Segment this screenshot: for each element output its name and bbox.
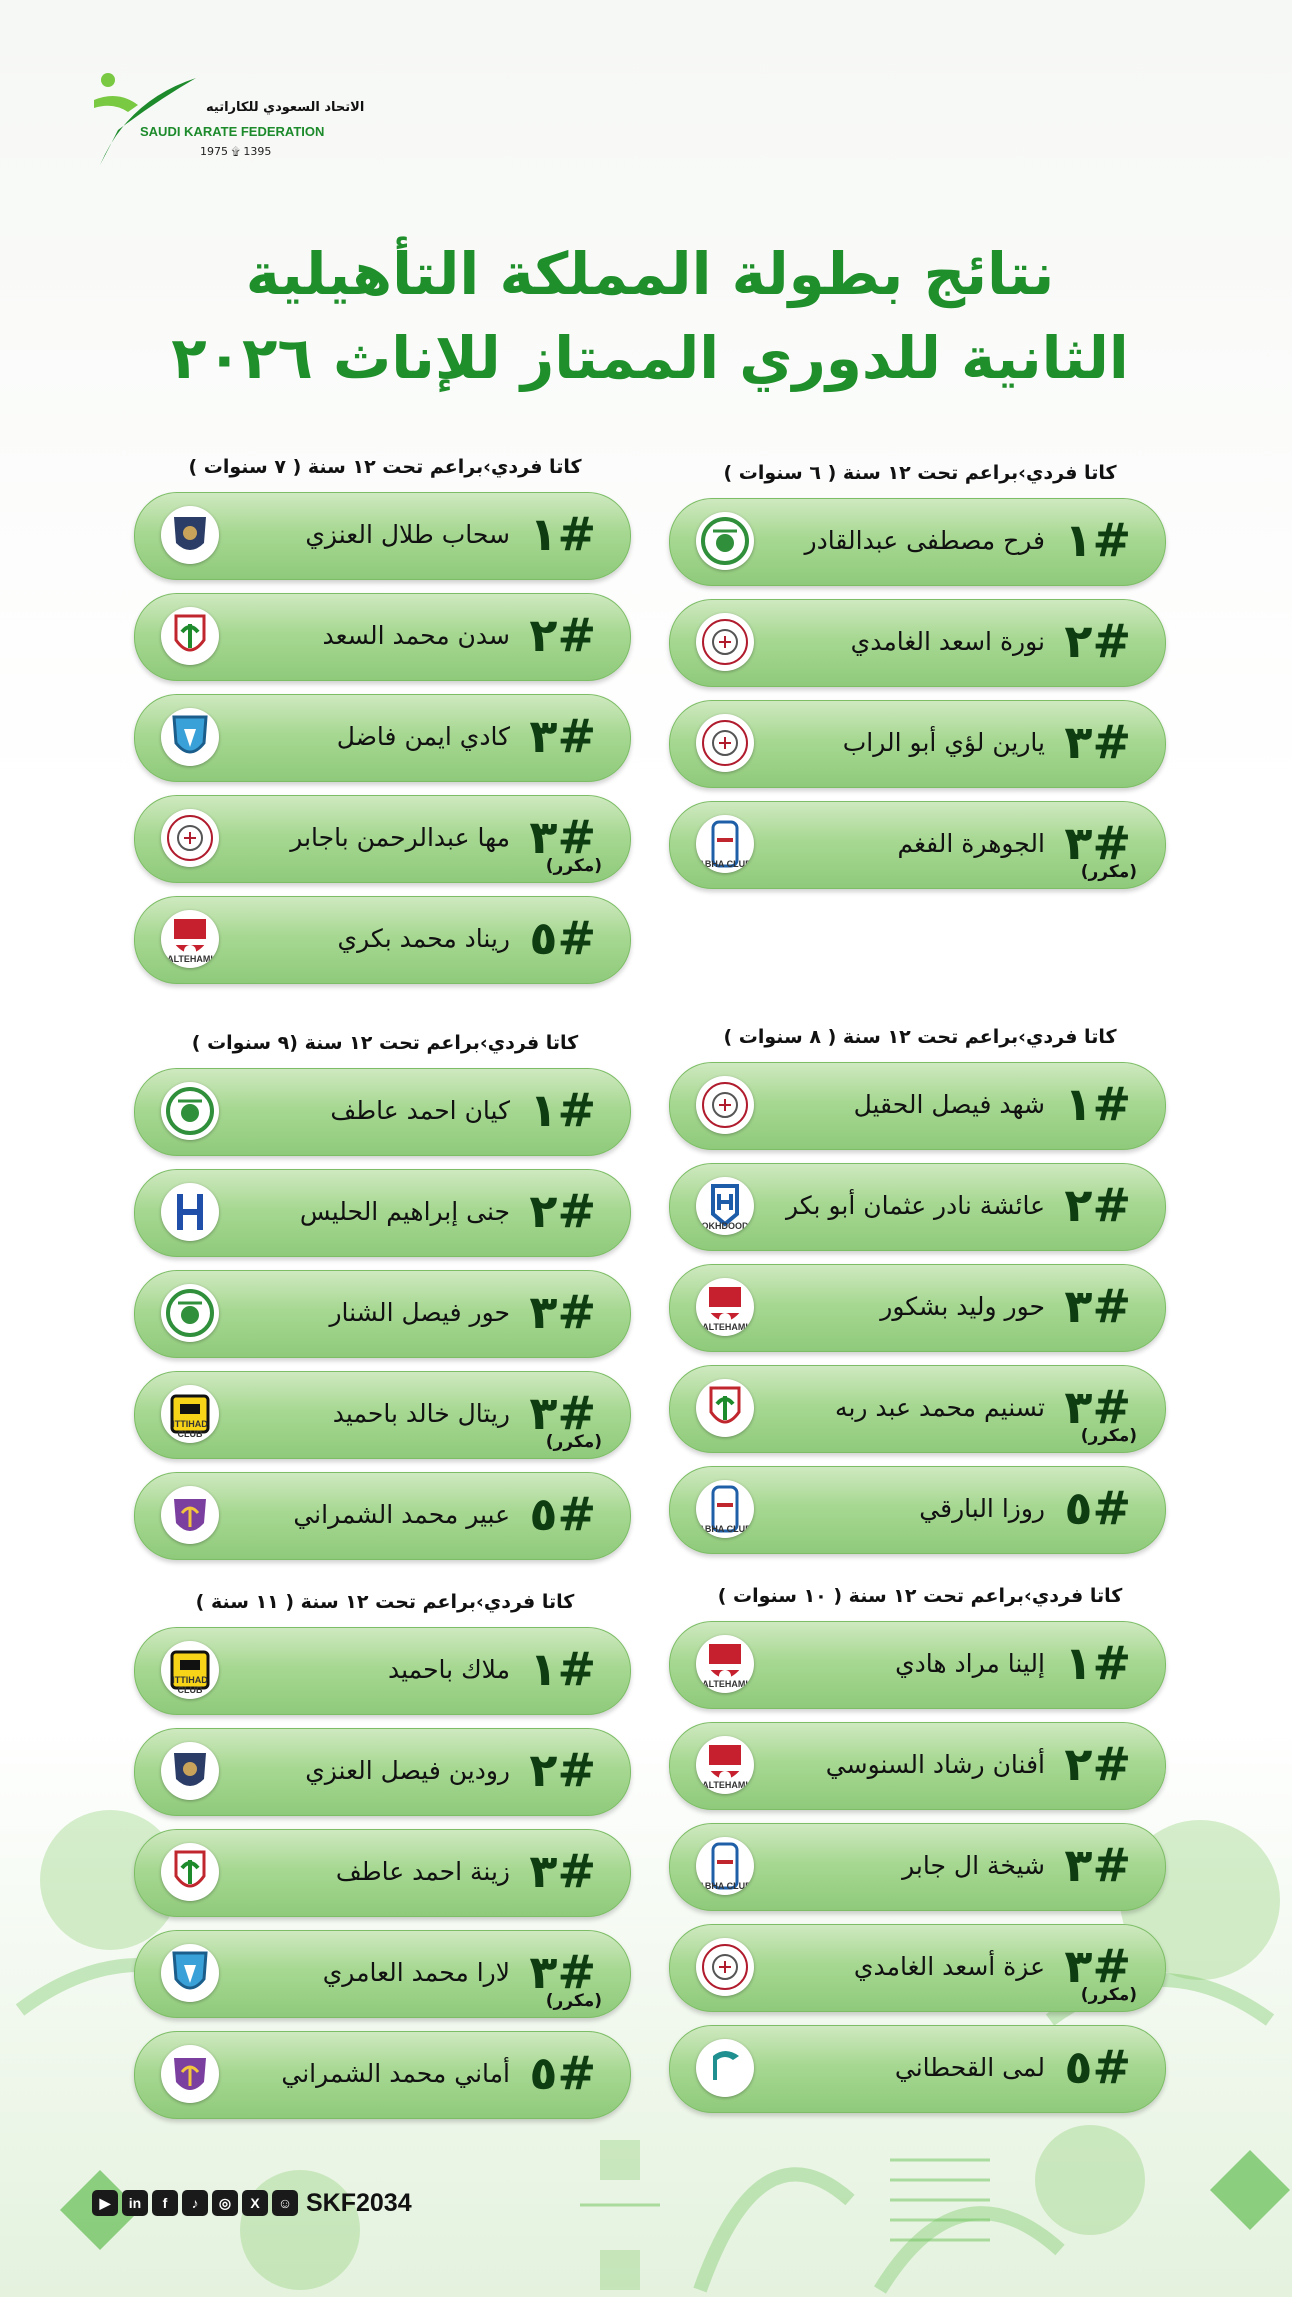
athlete-name: حور وليد بشكور	[880, 1292, 1045, 1321]
instagram-icon[interactable]: ◎	[212, 2190, 238, 2216]
athlete-name: يارين لؤي أبو الراب	[842, 728, 1045, 757]
repeat-label: (مكرر)	[545, 856, 602, 876]
result-entry	[669, 700, 1166, 788]
shabab-icon	[696, 1076, 754, 1134]
result-entry	[134, 1728, 631, 1816]
results-section	[665, 1581, 1175, 2094]
ittihad-icon	[161, 1641, 219, 1699]
result-entry	[134, 1627, 631, 1715]
results-section	[665, 1022, 1175, 1535]
athlete-name: شهد فيصل الحقيل	[853, 1090, 1045, 1119]
rank-label: #٢	[1064, 614, 1131, 668]
youtube-icon[interactable]: ▶	[92, 2190, 118, 2216]
result-entry	[669, 599, 1166, 687]
result-entry	[134, 1169, 631, 1257]
x-icon[interactable]: X	[242, 2190, 268, 2216]
athlete-name: عزة أسعد الغامدي	[853, 1952, 1045, 1981]
athlete-name: فرح مصطفى عبدالقادر	[804, 526, 1045, 555]
rank-label: #١	[529, 1642, 596, 1696]
athlete-name: روزا البارقي	[919, 1494, 1045, 1523]
result-entry	[669, 2025, 1166, 2113]
result-entry	[669, 498, 1166, 586]
result-entry	[134, 2031, 631, 2119]
club-badge-text: ALTEHAMI	[702, 1780, 748, 1790]
repeat-label: (مكرر)	[545, 1991, 602, 2011]
athlete-name: جنى إبراهيم الحليس	[299, 1197, 510, 1226]
result-entry	[134, 694, 631, 782]
result-entry	[669, 1365, 1166, 1453]
hilal-icon	[161, 1183, 219, 1241]
result-entry	[134, 1371, 631, 1459]
federation-name-ar: الاتحاد السعودي للكاراتيه	[206, 100, 365, 115]
club-badge-text: ABHA CLUB	[698, 1881, 752, 1891]
rank-label: #٣	[1064, 715, 1131, 769]
result-entry	[669, 801, 1166, 889]
rank-label: #٣	[529, 1844, 596, 1898]
athlete-name: شيخة ال جابر	[902, 1851, 1045, 1880]
rank-label: #٢	[529, 608, 596, 662]
title-line-1: نتائج بطولة المملكة التأهيلية	[245, 240, 1055, 308]
ettifaq-green-icon	[161, 1843, 219, 1901]
rank-label: #٣	[529, 1945, 596, 1999]
athlete-name: مها عبدالرحمن باجابر	[290, 823, 510, 852]
rank-label: #١	[1064, 1636, 1131, 1690]
rank-label: #٥	[529, 1487, 596, 1541]
rank-label: #٢	[1064, 1178, 1131, 1232]
athlete-name: كيان احمد عاطف	[330, 1096, 510, 1125]
rank-label: #٣	[1064, 1279, 1131, 1333]
blue-shield-icon	[161, 708, 219, 766]
athlete-name: حور فيصل الشنار	[329, 1298, 510, 1327]
club-badge-text: ALTEHAMI	[702, 1322, 748, 1332]
circle-green-icon	[161, 1082, 219, 1140]
rank-label: #٥	[1064, 1481, 1131, 1535]
club-badge-text: ABHA CLUB	[698, 859, 752, 869]
rank-label: #٥	[1064, 2040, 1131, 2094]
rank-label: #٢	[529, 1743, 596, 1797]
circle-green-icon	[161, 1284, 219, 1342]
athlete-name: ريتال خالد باحميد	[332, 1399, 510, 1428]
athlete-name: زينة احمد عاطف	[335, 1857, 510, 1886]
altehami-icon	[161, 910, 219, 968]
athlete-name: نورة اسعد الغامدي	[850, 627, 1045, 656]
section-heading: كاتا فردي›براعم تحت ١٢ سنة ( ٨ سنوات )	[723, 1026, 1117, 1048]
repeat-label: (مكرر)	[545, 1432, 602, 1452]
ula-icon	[161, 1742, 219, 1800]
result-entry	[669, 1062, 1166, 1150]
club-badge-text: ABHA CLUB	[698, 1524, 752, 1534]
title-line-2: الثانية للدوري الممتاز للإناث ٢٠٢٦	[171, 324, 1129, 392]
athlete-name: تسنيم محمد عبد ربه	[835, 1393, 1045, 1422]
athlete-name: كادي ايمن فاضل	[336, 722, 510, 751]
athlete-name: رودين فيصل العنزي	[305, 1756, 510, 1785]
shabab-icon	[696, 714, 754, 772]
repeat-label: (مكرر)	[1080, 1426, 1137, 1446]
section-heading: كاتا فردي›براعم تحت ١٢ سنة (٩ سنوات )	[191, 1032, 579, 1054]
result-entry	[669, 1621, 1166, 1709]
rank-label: #٣	[529, 709, 596, 763]
result-entry	[134, 1270, 631, 1358]
athlete-name: عبير محمد الشمراني	[293, 1500, 510, 1529]
result-entry	[134, 1472, 631, 1560]
athlete-name: عائشة نادر عثمان أبو بكر	[785, 1191, 1045, 1220]
athlete-name: أماني محمد الشمراني	[281, 2059, 510, 2088]
rank-label: #٣	[1064, 1380, 1131, 1434]
result-entry	[669, 1466, 1166, 1554]
abha-icon	[696, 1837, 754, 1895]
federation-name-en: SAUDI KARATE FEDERATION	[140, 124, 325, 139]
ittihad-icon	[161, 1385, 219, 1443]
results-section	[665, 458, 1175, 882]
altehami-icon	[696, 1278, 754, 1336]
repeat-label: (مكرر)	[1080, 1985, 1137, 2005]
club-badge-text: ITTIHAD CLUB	[172, 1675, 208, 1695]
results-section	[130, 1587, 640, 2100]
tiktok-icon[interactable]: ♪	[182, 2190, 208, 2216]
altehami-icon	[696, 1635, 754, 1693]
shabab-icon	[161, 809, 219, 867]
palm-club-icon	[161, 1486, 219, 1544]
fayha-icon	[696, 2039, 754, 2097]
shabab-icon	[696, 1938, 754, 1996]
page-title	[120, 232, 1180, 400]
facebook-icon[interactable]: f	[152, 2190, 178, 2216]
rank-label: #٣	[529, 1285, 596, 1339]
section-heading: كاتا فردي›براعم تحت ١٢ سنة ( ٧ سنوات )	[188, 456, 582, 478]
rank-label: #٣	[1064, 1838, 1131, 1892]
rank-label: #٥	[529, 911, 596, 965]
results-section	[130, 1028, 640, 1541]
federation-years: 1975 ۩ 1395	[200, 145, 272, 158]
rank-label: #٣	[529, 1386, 596, 1440]
athlete-name: سحاب طلال العنزي	[305, 520, 510, 549]
club-badge-text: ALTEHAMI	[167, 954, 213, 964]
result-entry	[669, 1722, 1166, 1810]
federation-logo	[88, 70, 365, 180]
section-heading: كاتا فردي›براعم تحت ١٢ سنة ( ٦ سنوات )	[723, 462, 1117, 484]
rank-label: #٢	[529, 1184, 596, 1238]
circle-green-icon	[696, 512, 754, 570]
abha-icon	[696, 815, 754, 873]
snapchat-icon[interactable]: ☺	[272, 2190, 298, 2216]
social-bar	[92, 2188, 412, 2218]
abha-icon	[696, 1480, 754, 1538]
club-badge-text: ALTEHAMI	[702, 1679, 748, 1689]
blue-shield-icon	[161, 1944, 219, 2002]
athlete-name: أفنان رشاد السنوسي	[825, 1750, 1045, 1779]
ettifaq-green-icon	[161, 607, 219, 665]
social-handle: SKF2034	[306, 2188, 412, 2217]
rank-label: #٣	[529, 810, 596, 864]
rank-label: #١	[1064, 513, 1131, 567]
section-heading: كاتا فردي›براعم تحت ١٢ سنة ( ١١ سنة )	[195, 1591, 575, 1613]
shabab-icon	[696, 613, 754, 671]
okhdood-icon	[696, 1177, 754, 1235]
palm-club-icon	[161, 2045, 219, 2103]
result-entry	[134, 1930, 631, 2018]
result-entry	[669, 1163, 1166, 1251]
athlete-name: ملاك باحميد	[387, 1655, 510, 1684]
athlete-name: ريناد محمد بكري	[337, 924, 510, 953]
club-badge-text: ITTIHAD CLUB	[172, 1419, 208, 1439]
result-entry	[669, 1264, 1166, 1352]
rank-label: #٢	[1064, 1737, 1131, 1791]
rank-label: #١	[1064, 1077, 1131, 1131]
result-entry	[669, 1823, 1166, 1911]
rank-label: #١	[529, 1083, 596, 1137]
repeat-label: (مكرر)	[1080, 862, 1137, 882]
athlete-name: لمى القحطاني	[894, 2053, 1045, 2082]
athlete-name: لارا محمد العامري	[322, 1958, 510, 1987]
result-entry	[134, 492, 631, 580]
rank-label: #٥	[529, 2046, 596, 2100]
linkedin-icon[interactable]: in	[122, 2190, 148, 2216]
result-entry	[134, 795, 631, 883]
results-section	[130, 452, 640, 965]
rank-label: #٣	[1064, 1939, 1131, 1993]
result-entry	[134, 896, 631, 984]
ettifaq-green-icon	[696, 1379, 754, 1437]
result-entry	[134, 1068, 631, 1156]
result-entry	[134, 1829, 631, 1917]
rank-label: #٣	[1064, 816, 1131, 870]
athlete-name: إلينا مراد هادي	[895, 1649, 1045, 1678]
athlete-name: سدن محمد السعد	[322, 621, 510, 650]
result-entry	[134, 593, 631, 681]
rank-label: #١	[529, 507, 596, 561]
section-heading: كاتا فردي›براعم تحت ١٢ سنة ( ١٠ سنوات )	[717, 1585, 1123, 1607]
athlete-name: الجوهرة الفغم	[897, 829, 1045, 858]
result-entry	[669, 1924, 1166, 2012]
altehami-icon	[696, 1736, 754, 1794]
ula-icon	[161, 506, 219, 564]
club-badge-text: OKHDOOD	[701, 1221, 749, 1231]
